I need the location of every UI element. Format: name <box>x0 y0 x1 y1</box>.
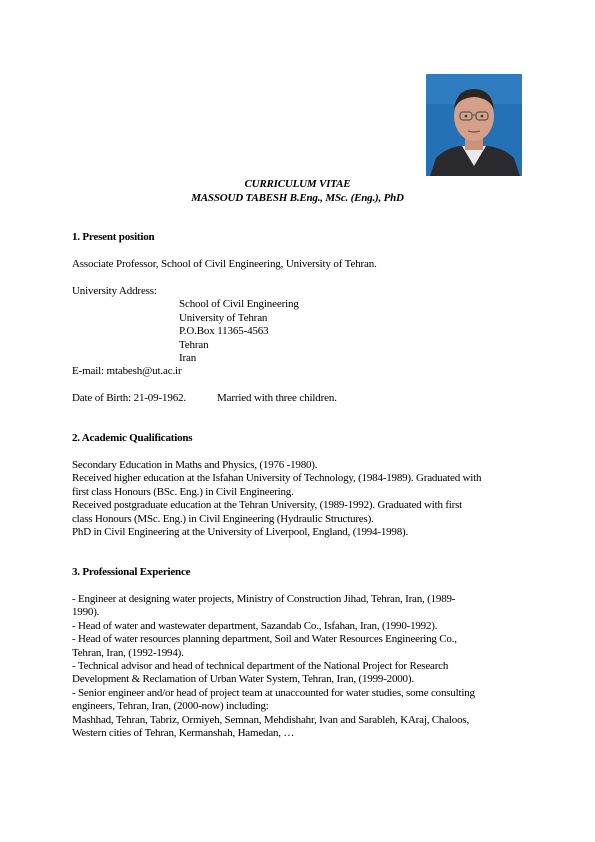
academic-paragraph <box>72 459 524 539</box>
address-line: Iran <box>179 352 197 364</box>
marital-status: Married with three children. <box>217 392 337 404</box>
cv-name: MASSOUD TABESH B.Eng., MSc. (Eng.), PhD <box>191 192 404 204</box>
experience-line: - Technical advisor and head of technical department of the National Project for Research <box>72 660 449 673</box>
experience-line: - Senior engineer and/or head of project team at unaccounted for water studies, some consulting <box>72 686 475 699</box>
experience-line: Mashhad, Tehran, Tabriz, Ormiyeh, Semnan, Mehdishahr, Ivan and Sarableh, KAraj, Chaloos, <box>72 713 469 726</box>
academic-line: Secondary Education in Maths and Physics, (1976 -1980). <box>72 459 318 471</box>
portrait-image <box>426 74 522 176</box>
date-of-birth: Date of Birth: 21-09-1962. <box>72 392 187 404</box>
cv-title: CURRICULUM VITAE <box>244 178 351 190</box>
section-heading-present-position: 1. Present position <box>72 231 155 243</box>
experience-line: engineers, Tehran, Iran, (2000-now) including: <box>72 700 269 713</box>
academic-line: first class Honours (BSc. Eng.) in Civil Engineering. <box>72 485 294 498</box>
academic-line: Received higher education at the Isfahan University of Technology, (1984-1989). Graduated with <box>72 472 482 485</box>
experience-line: - Head of water and wastewater department, Sazandab Co., Isfahan, Iran, (1990-1992). <box>72 619 438 632</box>
address-line: University of Tehran <box>179 311 268 324</box>
academic-line: class Honours (MSc. Eng.) in Civil Engineering (Hydraulic Structures). <box>72 512 374 525</box>
section-heading-academic: 2. Academic Qualifications <box>72 432 193 444</box>
address-label: University Address: <box>72 285 157 297</box>
address-line: Tehran <box>179 338 209 351</box>
address-line: P.O.Box 11365-4563 <box>179 325 269 337</box>
section-heading-experience: 3. Professional Experience <box>72 566 191 578</box>
experience-line: 1990). <box>72 606 100 619</box>
portrait-photo <box>426 74 522 176</box>
cv-title-block <box>0 177 595 205</box>
experience-line: - Head of water resources planning department, Soil and Water Resources Engineering Co., <box>72 633 457 646</box>
academic-line: Received postgraduate education at the Tehran University, (1989-1992). Graduated with first <box>72 499 463 512</box>
address-line: School of Civil Engineering <box>179 298 299 310</box>
email-text: E-mail: mtabesh@ut.ac.ir <box>72 365 182 377</box>
academic-line: PhD in Civil Engineering at the University of Liverpool, England, (1994-1998). <box>72 526 409 539</box>
experience-line: Development & Reclamation of Urban Water System, Tehran, Iran, (1999-2000). <box>72 673 414 686</box>
experience-line: Western cities of Tehran, Kermanshah, Hamedan, … <box>72 727 295 740</box>
experience-paragraph <box>72 593 524 740</box>
present-position-text: Associate Professor, School of Civil Engineering, University of Tehran. <box>72 258 377 270</box>
experience-line: Tehran, Iran, (1992-1994). <box>72 646 184 659</box>
experience-line: - Engineer at designing water projects, Ministry of Construction Jihad, Tehran, Iran, (1989- <box>72 593 456 605</box>
